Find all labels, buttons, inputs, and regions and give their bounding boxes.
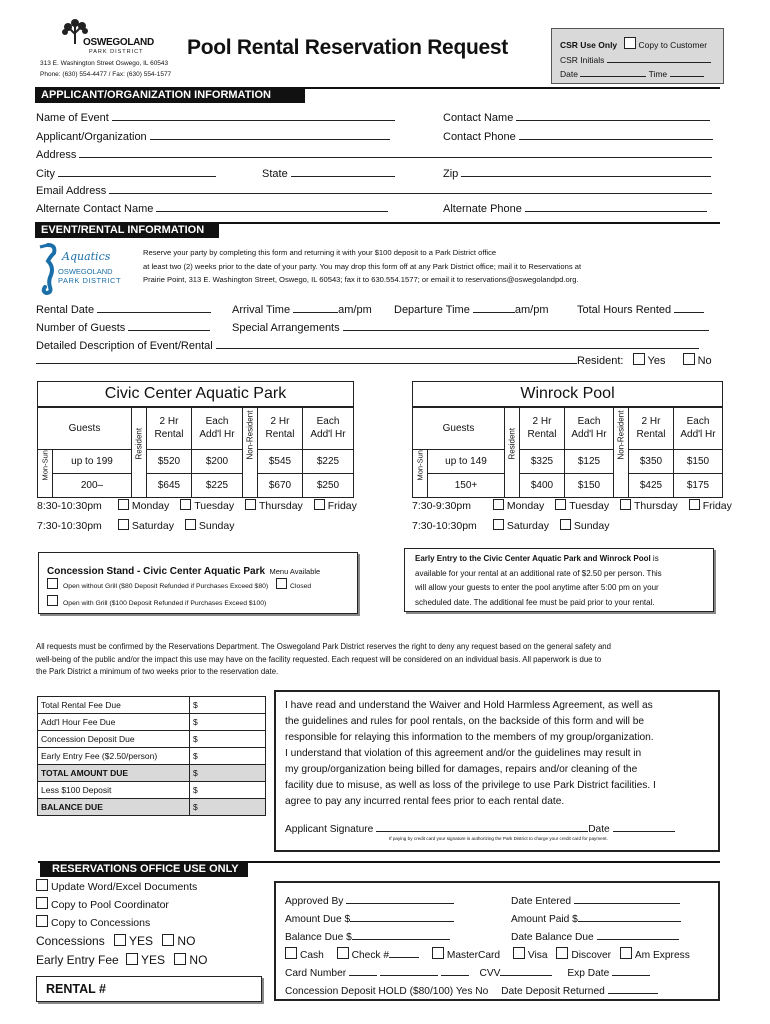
name-of-event-label: Name of Event <box>36 112 109 124</box>
civic-res-rental: Rental <box>154 429 184 441</box>
header-phone: Phone: (630) 554-4477 / Fax: (630) 554-1577 <box>40 71 172 78</box>
aquatics-logo <box>36 241 126 297</box>
alt-contact-label: Alternate Contact Name <box>36 203 154 215</box>
winrock-row2-nadd: $175 <box>674 473 723 497</box>
event-section-title: EVENT/RENTAL INFORMATION <box>35 222 219 238</box>
fee-value[interactable]: $ <box>190 697 266 714</box>
card-number-field-1[interactable] <box>349 963 377 976</box>
cvv-label: CVV <box>479 968 501 979</box>
arrival-time-label: Arrival Time <box>232 304 291 316</box>
card-number-field-2[interactable] <box>380 963 438 976</box>
early-fee-yes-checkbox[interactable] <box>126 953 138 965</box>
departure-ampm: am/pm <box>514 304 549 316</box>
check-label: Check # <box>351 950 390 961</box>
concessions-label: Concessions <box>36 934 105 948</box>
waiver-line: agree to pay any incurred rental fees prior to each rental date. <box>285 796 565 807</box>
civic-guests-header: Guests <box>38 407 132 449</box>
civic-time-1: 8:30-10:30pm <box>37 500 102 512</box>
csr-time-label: Time <box>648 69 668 79</box>
rental-number-box[interactable] <box>36 976 262 1002</box>
civic-nonres-2hr: 2 Hr <box>270 416 290 428</box>
seahorse-icon <box>36 241 58 296</box>
early-entry-is: is <box>652 554 659 563</box>
concessions-yes-label: YES <box>129 934 154 948</box>
concession-opt1: Open without Grill ($80 Deposit Refunded if Purchases Exceed $80) <box>63 583 269 590</box>
card-number-label: Card Number <box>285 968 347 979</box>
office-box <box>274 881 720 1001</box>
civic-rate-table <box>37 381 354 498</box>
copy-to-customer-label: Copy to Customer <box>638 40 708 50</box>
city-label: City <box>36 168 55 180</box>
civic-sunday-checkbox[interactable] <box>185 519 196 530</box>
winrock-time-1: 7:30-9:30pm <box>412 500 471 512</box>
alt-phone-label: Alternate Phone <box>443 203 522 215</box>
winrock-monday-label: Monday <box>506 500 545 512</box>
total-hours-label: Total Hours Rented <box>577 304 672 316</box>
early-entry-box <box>404 548 714 612</box>
aquatics-logo-title: Aquatics <box>62 250 111 263</box>
notice <box>36 641 611 679</box>
zip-label: Zip <box>443 168 459 180</box>
arrival-time-field[interactable] <box>293 300 338 313</box>
exp-date-label: Exp Date <box>567 968 610 979</box>
civic-row2-guests: 200– <box>53 473 132 497</box>
early-fee-no-checkbox[interactable] <box>174 953 186 965</box>
winrock-sunday-checkbox[interactable] <box>560 519 571 530</box>
csr-use-only: CSR Use Only <box>560 40 618 50</box>
civic-nonres-addl: Add'l Hr <box>310 429 346 441</box>
fee-label: Total Rental Fee Due <box>38 697 190 714</box>
civic-row1-radd: $200 <box>192 449 243 473</box>
waiver-line: responsible for relaying this information to the members of my group/organization. <box>285 732 654 743</box>
special-label: Special Arrangements <box>232 322 340 334</box>
early-entry-l3: scheduled date. The additional fee must be paid prior to your rental. <box>415 597 655 607</box>
conc-deposit-label: Concession Deposit HOLD ($80/100) Yes No <box>285 986 489 997</box>
num-guests-field[interactable] <box>128 318 210 331</box>
signature-label: Applicant Signature <box>285 824 374 835</box>
header-address: 313 E. Washington Street Oswego, IL 60543 <box>40 60 169 67</box>
check-checkbox[interactable] <box>337 947 349 959</box>
card-number-field-3[interactable] <box>441 963 469 976</box>
winrock-res-each: Each <box>577 416 601 428</box>
visa-label: Visa <box>527 950 548 961</box>
winrock-saturday-label: Saturday <box>506 520 549 532</box>
fee-value[interactable]: $ <box>190 782 266 799</box>
date-dep-returned-label: Date Deposit Returned <box>501 986 605 997</box>
early-fee-no-label: NO <box>189 953 208 967</box>
logo <box>55 18 154 60</box>
civic-row2-nadd: $250 <box>303 473 354 497</box>
civic-row2-radd: $225 <box>192 473 243 497</box>
signature-date-label: Date <box>588 824 610 835</box>
date-balance-due-label: Date Balance Due <box>511 932 594 943</box>
resident-no-label: No <box>697 355 712 367</box>
waiver-line: I have read and understand the Waiver and Hold Harmless Agreement, as well as <box>285 700 653 711</box>
update-docs-checkbox[interactable] <box>36 879 48 891</box>
applicant-org-label: Applicant/Organization <box>36 131 147 143</box>
fee-row <box>38 748 266 765</box>
cash-checkbox[interactable] <box>285 947 297 959</box>
applicant-org-field[interactable] <box>150 127 390 140</box>
civic-thursday-label: Thursday <box>259 500 303 512</box>
civic-monday-label: Monday <box>131 500 170 512</box>
contact-name-field[interactable] <box>516 108 710 121</box>
rental-date-field[interactable] <box>97 300 211 313</box>
copy-concessions-label: Copy to Concessions <box>51 917 151 929</box>
fee-value[interactable]: $ <box>190 765 266 782</box>
description-field-2[interactable] <box>36 351 577 364</box>
approved-by-label: Approved By <box>285 896 344 907</box>
signature-date-field[interactable] <box>613 819 675 832</box>
mastercard-checkbox[interactable] <box>432 947 444 959</box>
winrock-tuesday-checkbox[interactable] <box>555 499 566 510</box>
email-label: Email Address <box>36 185 107 197</box>
alt-contact-field[interactable] <box>156 199 388 212</box>
civic-row2-n2: $670 <box>258 473 303 497</box>
state-label: State <box>262 168 288 180</box>
exp-date-field[interactable] <box>612 963 650 976</box>
winrock-nonres-rental: Rental <box>636 429 666 441</box>
early-entry-l1: available for your rental at an additional rate of $2.50 per person. This <box>415 568 662 578</box>
winrock-row1-nadd: $150 <box>674 449 723 473</box>
intro-line-2: at least two (2) weeks prior to the date of your party. You may drop this form off at any Park District office; mail it to Reservations at <box>143 261 582 271</box>
fee-row <box>38 714 266 731</box>
civic-res-addl: Add'l Hr <box>199 429 235 441</box>
winrock-friday-checkbox[interactable] <box>689 499 700 510</box>
winrock-res-rental: Rental <box>527 429 557 441</box>
csr-date-label: Date <box>560 69 578 79</box>
civic-thursday-checkbox[interactable] <box>245 499 256 510</box>
winrock-tuesday-label: Tuesday <box>569 500 610 512</box>
civic-nonres-each: Each <box>316 416 340 428</box>
early-fee-yes-label: YES <box>141 953 166 967</box>
description-label: Detailed Description of Event/Rental <box>36 340 213 352</box>
waiver-line: my group/organization being billed for damages, repairs and/or cleaning of the <box>285 764 638 775</box>
fee-row <box>38 731 266 748</box>
winrock-res-addl: Add'l Hr <box>571 429 607 441</box>
civic-tuesday-checkbox[interactable] <box>180 499 191 510</box>
date-entered-label: Date Entered <box>511 896 572 907</box>
notice-l2: well-being of the public and/or the impact this use may have on the facility requested. Each request will be considered on an individual basis. All paperwork is due to <box>36 654 602 664</box>
winrock-nonres-addl: Add'l Hr <box>680 429 716 441</box>
civic-res-each: Each <box>205 416 229 428</box>
winrock-row1-radd: $125 <box>565 449 614 473</box>
winrock-guests-header: Guests <box>413 407 505 449</box>
waiver-box <box>274 690 720 852</box>
page-title: Pool Rental Reservation Request <box>187 36 508 59</box>
winrock-title: Winrock Pool <box>413 382 723 408</box>
csr-box <box>551 28 724 84</box>
date-dep-returned-field[interactable] <box>608 981 658 994</box>
fee-value[interactable]: $ <box>190 714 266 731</box>
check-number-field[interactable] <box>389 945 419 958</box>
fee-row <box>38 765 266 782</box>
civic-sunday-label: Sunday <box>198 520 235 532</box>
rental-date-label: Rental Date <box>36 304 95 316</box>
winrock-nonres-2hr: 2 Hr <box>641 416 661 428</box>
contact-phone-label: Contact Phone <box>443 131 516 143</box>
notice-l3: the Park District a minimum of two weeks prior to the reservation date. <box>36 667 279 676</box>
concession-box <box>38 552 358 614</box>
waiver-line: I understand that violation of this agreement and/or the guidelines may result in <box>285 748 642 759</box>
winrock-nonres-header: Non-Resident <box>616 410 626 460</box>
mastercard-label: MasterCard <box>446 950 501 961</box>
early-entry-l2: will allow your guests to enter the pool anytime after 5:00 pm on your <box>415 583 659 592</box>
special-field[interactable] <box>343 318 709 331</box>
civic-tuesday-label: Tuesday <box>194 500 235 512</box>
fee-label: Add'l Hour Fee Due <box>38 714 190 731</box>
winrock-monday-checkbox[interactable] <box>493 499 504 510</box>
civic-row1-nadd: $225 <box>303 449 354 473</box>
concession-open-no-grill-checkbox[interactable] <box>47 578 58 589</box>
winrock-thursday-label: Thursday <box>634 500 678 512</box>
concession-open-grill-checkbox[interactable] <box>47 595 58 606</box>
fee-row <box>38 782 266 799</box>
logo-sub: PARK DISTRICT <box>89 49 144 55</box>
early-entry-title: Early Entry to the Civic Center Aquatic Park and Winrock Pool <box>415 554 651 563</box>
signature-field[interactable] <box>376 819 588 832</box>
civic-row2-r2: $645 <box>147 473 192 497</box>
discover-label: Discover <box>571 950 612 961</box>
arrival-ampm: am/pm <box>338 304 372 316</box>
departure-time-field[interactable] <box>473 300 515 313</box>
amex-label: Am Express <box>634 950 690 961</box>
csr-initials-label: CSR Initials <box>560 55 605 65</box>
winrock-saturday-checkbox[interactable] <box>493 519 504 530</box>
concessions-yes-checkbox[interactable] <box>114 934 126 946</box>
aquatics-logo-sub2: PARK DISTRICT <box>58 276 122 285</box>
civic-row1-r2: $520 <box>147 449 192 473</box>
description-field[interactable] <box>216 336 699 349</box>
civic-row1-n2: $545 <box>258 449 303 473</box>
concessions-no-checkbox[interactable] <box>162 934 174 946</box>
cash-label: Cash <box>300 950 324 961</box>
fee-value[interactable]: $ <box>190 799 266 816</box>
city-field[interactable] <box>58 164 216 177</box>
alt-phone-field[interactable] <box>525 199 707 212</box>
winrock-rate-table <box>412 381 723 498</box>
concession-opt2: Open with Grill ($100 Deposit Refunded if Purchases Exceed $100) <box>63 600 267 607</box>
intro-line-3: Prairie Point, 313 E. Washington Street, Oswego, IL 60543; fax it to 630.554.1577; or email it to reservations@oswegolandpd.org. <box>143 275 579 284</box>
address-field[interactable] <box>79 145 712 158</box>
amex-checkbox[interactable] <box>620 947 632 959</box>
winrock-mon-sun: Mon-Sun <box>415 449 425 480</box>
resident-yes-checkbox[interactable] <box>633 353 645 365</box>
waiver-line: the guidelines and rules for pool rentals, on the backside of this form and will be <box>285 716 645 727</box>
copy-concessions-checkbox[interactable] <box>36 915 48 927</box>
applicant-section-title: APPLICANT/ORGANIZATION INFORMATION <box>35 87 305 103</box>
winrock-thursday-checkbox[interactable] <box>620 499 631 510</box>
amount-paid-field[interactable] <box>578 909 681 922</box>
civic-resident-header: Resident <box>134 427 144 460</box>
winrock-nonres-each: Each <box>686 416 710 428</box>
fee-value[interactable]: $ <box>190 731 266 748</box>
total-hours-field[interactable] <box>674 300 704 313</box>
address-label: Address <box>36 149 77 161</box>
fee-row <box>38 697 266 714</box>
approved-by-field[interactable] <box>346 891 454 904</box>
civic-saturday-label: Saturday <box>131 520 174 532</box>
resident-yes-label: Yes <box>647 355 666 367</box>
concession-closed-checkbox[interactable] <box>276 578 287 589</box>
state-field[interactable] <box>291 164 395 177</box>
winrock-row1-guests: up to 149 <box>428 449 505 473</box>
civic-res-2hr: 2 Hr <box>159 416 179 428</box>
fee-table <box>37 696 266 816</box>
resident-label: Resident: <box>577 355 624 367</box>
winrock-row1-n2: $350 <box>629 449 674 473</box>
cc-note: If paying by credit card your signature is authorizing the Park District to charge your credit card for payment. <box>389 836 608 841</box>
concession-menu: Menu Available <box>269 567 321 576</box>
fee-row <box>38 799 266 816</box>
fee-label: Less $100 Deposit <box>38 782 190 799</box>
fee-label: BALANCE DUE <box>38 799 190 816</box>
copy-pool-label: Copy to Pool Coordinator <box>51 899 169 911</box>
update-docs-label: Update Word/Excel Documents <box>51 881 198 893</box>
fee-label: Early Entry Fee ($2.50/person) <box>38 748 190 765</box>
civic-mon-sun: Mon-Sun <box>40 449 50 480</box>
civic-nonres-header: Non-Resident <box>245 410 255 460</box>
rental-number-label: RENTAL # <box>46 982 106 996</box>
winrock-friday-label: Friday <box>702 500 732 512</box>
balance-due-label: Balance Due $ <box>285 932 352 943</box>
notice-l1: All requests must be confirmed by the Reservations Department. The Oswegoland Park District reserves the right to deny any request based on the general safety and <box>36 642 611 651</box>
date-balance-due-field[interactable] <box>597 927 679 940</box>
fee-label: TOTAL AMOUNT DUE <box>38 765 190 782</box>
winrock-time-2: 7:30-10:30pm <box>412 520 477 532</box>
civic-monday-checkbox[interactable] <box>118 499 129 510</box>
winrock-row2-r2: $400 <box>520 473 565 497</box>
contact-phone-field[interactable] <box>519 127 713 140</box>
csr-initials-field[interactable] <box>607 53 711 63</box>
resident-no-checkbox[interactable] <box>683 353 695 365</box>
winrock-row2-guests: 150+ <box>428 473 505 497</box>
csr-date-field[interactable] <box>580 67 646 77</box>
civic-nonres-rental: Rental <box>265 429 295 441</box>
name-of-event-field[interactable] <box>112 108 395 121</box>
intro-line-1: Reserve your party by completing this form and returning it with your $100 deposit to a Park District office <box>143 248 497 257</box>
civic-friday-checkbox[interactable] <box>314 499 325 510</box>
civic-time-2: 7:30-10:30pm <box>37 520 102 532</box>
amount-paid-label: Amount Paid $ <box>511 914 578 925</box>
num-guests-label: Number of Guests <box>36 322 126 334</box>
winrock-row2-radd: $150 <box>565 473 614 497</box>
contact-name-label: Contact Name <box>443 112 514 124</box>
date-entered-field[interactable] <box>574 891 680 904</box>
civic-friday-label: Friday <box>327 500 357 512</box>
civic-title: Civic Center Aquatic Park <box>38 382 354 408</box>
amount-due-label: Amount Due $ <box>285 914 351 925</box>
winrock-row1-r2: $325 <box>520 449 565 473</box>
winrock-res-2hr: 2 Hr <box>532 416 552 428</box>
office-section-title: RESERVATIONS OFFICE USE ONLY <box>40 861 248 877</box>
zip-field[interactable] <box>461 164 711 177</box>
logo-name: OSWEGOLAND <box>83 37 154 48</box>
cvv-field[interactable] <box>500 963 552 976</box>
civic-saturday-checkbox[interactable] <box>118 519 129 530</box>
winrock-resident-header: Resident <box>507 427 517 460</box>
early-entry-fee-label: Early Entry Fee <box>36 953 119 967</box>
email-field[interactable] <box>109 181 712 194</box>
waiver-line: facility due to misuse, as well as loss of the privilege to use Park District facilities. I <box>285 780 656 791</box>
copy-pool-checkbox[interactable] <box>36 897 48 909</box>
visa-checkbox[interactable] <box>513 947 525 959</box>
aquatics-logo-sub1: OSWEGOLAND <box>58 267 113 276</box>
fee-label: Concession Deposit Due <box>38 731 190 748</box>
discover-checkbox[interactable] <box>556 947 568 959</box>
civic-row1-guests: up to 199 <box>53 449 132 473</box>
concession-title: Concession Stand - Civic Center Aquatic Park <box>47 566 266 577</box>
amount-due-field[interactable] <box>350 909 454 922</box>
winrock-row2-n2: $425 <box>629 473 674 497</box>
csr-time-field[interactable] <box>670 67 704 77</box>
copy-to-customer-checkbox[interactable] <box>624 37 636 49</box>
departure-time-label: Departure Time <box>394 304 470 316</box>
concessions-no-label: NO <box>177 934 196 948</box>
fee-value[interactable]: $ <box>190 748 266 765</box>
winrock-sunday-label: Sunday <box>573 520 610 532</box>
balance-due-field[interactable] <box>352 927 450 940</box>
concession-closed: Closed <box>290 583 312 590</box>
event-intro <box>143 246 581 287</box>
